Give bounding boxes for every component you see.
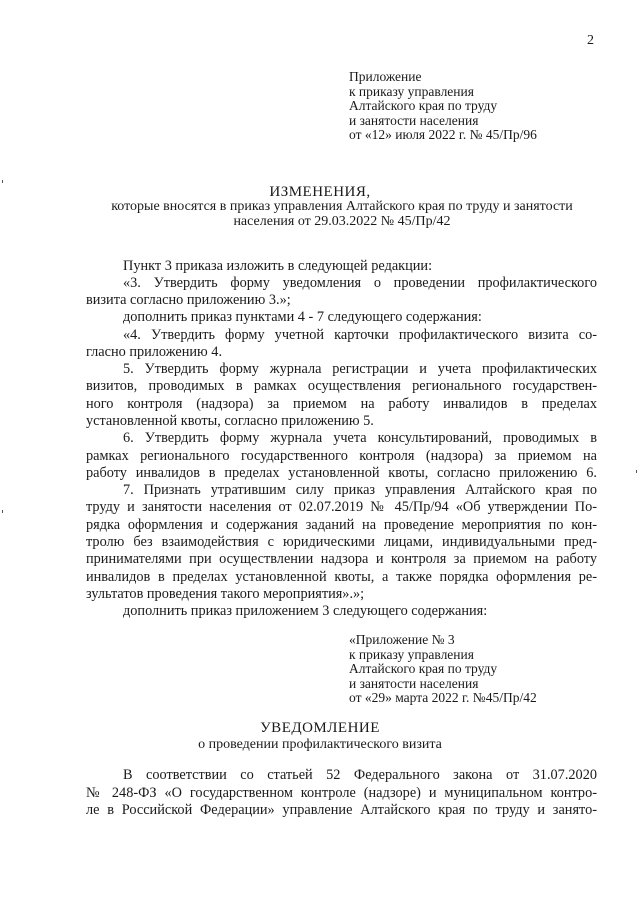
body-line: рядка оформления и содержания заданий на проведение мероприятия по кон-: [86, 517, 597, 533]
body-line: установленной квоты, согласно приложению 5.: [86, 413, 374, 429]
body-line: «3. Утвердить форму уведомления о проведении профилактического: [123, 275, 597, 291]
body-line: гласно приложению 4.: [86, 344, 223, 360]
scan-edge-mark: [2, 510, 3, 513]
page-number: 2: [587, 33, 594, 48]
body-line: дополнить приказ пунктами 4 - 7 следующего содержания:: [123, 309, 482, 325]
body-line: 6. Утвердить форму журнала учета консультирований, проводимых в: [123, 430, 597, 446]
body-line: инвалидов в пределах установленной квоты, а также порядка оформления ре-: [86, 569, 597, 585]
body-line: труду и занятости населения от 02.07.2019 № 45/Пр/94 «Об утверждении По-: [86, 499, 597, 515]
body-line: тролю без взаимодействия с юридическими лицами, индивидуальными пред-: [86, 534, 597, 550]
body-line: дополнить приказ приложением 3 следующего содержания:: [123, 603, 488, 619]
appendix3-header-line: Алтайского края по труду: [349, 661, 498, 676]
appendix-header-line: Приложение: [349, 69, 422, 84]
body-line: работу инвалидов в пределах установленной квоты, согласно приложению 6.: [86, 465, 597, 481]
body-line: принимателями при осуществлении надзора и контроля за приемом на работу: [86, 551, 597, 567]
appendix3-header-line: к приказу управления: [349, 646, 474, 662]
appendix-header-line: Алтайского края по труду: [349, 98, 498, 113]
body-line: рамках регионального государственного контроля (надзора) за приемом на: [86, 448, 597, 464]
body-line: 7. Признать утратившим силу приказ управления Алтайского края по: [123, 482, 597, 498]
body-line: визитов, проводимых в рамках осуществления регионального государствен-: [86, 378, 597, 394]
scan-edge-mark: [2, 180, 3, 183]
changes-subtitle: [82, 199, 602, 229]
appendix-header-line: к приказу управления: [349, 83, 474, 99]
changes-title: ИЗМЕНЕНИЯ,: [269, 184, 371, 200]
scan-edge-mark: [636, 470, 637, 473]
body-line: зультатов проведения такого мероприятия».»;: [86, 586, 365, 602]
body-line: ного контроля (надзора) за приемом на работу инвалидов в пределах: [86, 396, 597, 412]
appendix-header-line: и занятости населения: [349, 112, 479, 128]
notice-subtitle: о проведении профилактического визита: [198, 737, 442, 752]
body-line: Пункт 3 приказа изложить в следующей редакции:: [123, 258, 433, 274]
appendix3-header-line: «Приложение № 3: [349, 632, 455, 647]
body-line: «4. Утвердить форму учетной карточки профилактического визита со-: [123, 327, 597, 343]
appendix-header-line: от «12» июля 2022 г. № 45/Пр/96: [349, 127, 537, 142]
changes-subtitle-line: которые вносятся в приказ управления Алтайского края по труду и занятости: [111, 199, 573, 214]
body-line: 5. Утвердить форму журнала регистрации и учета профилактических: [123, 361, 597, 377]
appendix3-header-line: от «29» марта 2022 г. №45/Пр/42: [349, 690, 537, 705]
appendix3-header: [349, 633, 537, 706]
appendix-header: [349, 70, 537, 143]
notice-body-line: ле в Российской Федерации» управление Алтайского края по труду и занято-: [86, 802, 597, 818]
body-line: визита согласно приложению 3.»;: [86, 292, 291, 308]
notice-title: УВЕДОМЛЕНИЕ: [260, 720, 380, 736]
notice-body-line: В соответствии со статьей 52 Федерального закона от 31.07.2020: [123, 767, 597, 783]
notice-body-line: № 248-ФЗ «О государственном контроле (надзоре) и муниципальном контро-: [86, 785, 597, 801]
appendix3-header-line: и занятости населения: [349, 675, 479, 691]
changes-subtitle-line: населения от 29.03.2022 № 45/Пр/42: [233, 214, 451, 229]
